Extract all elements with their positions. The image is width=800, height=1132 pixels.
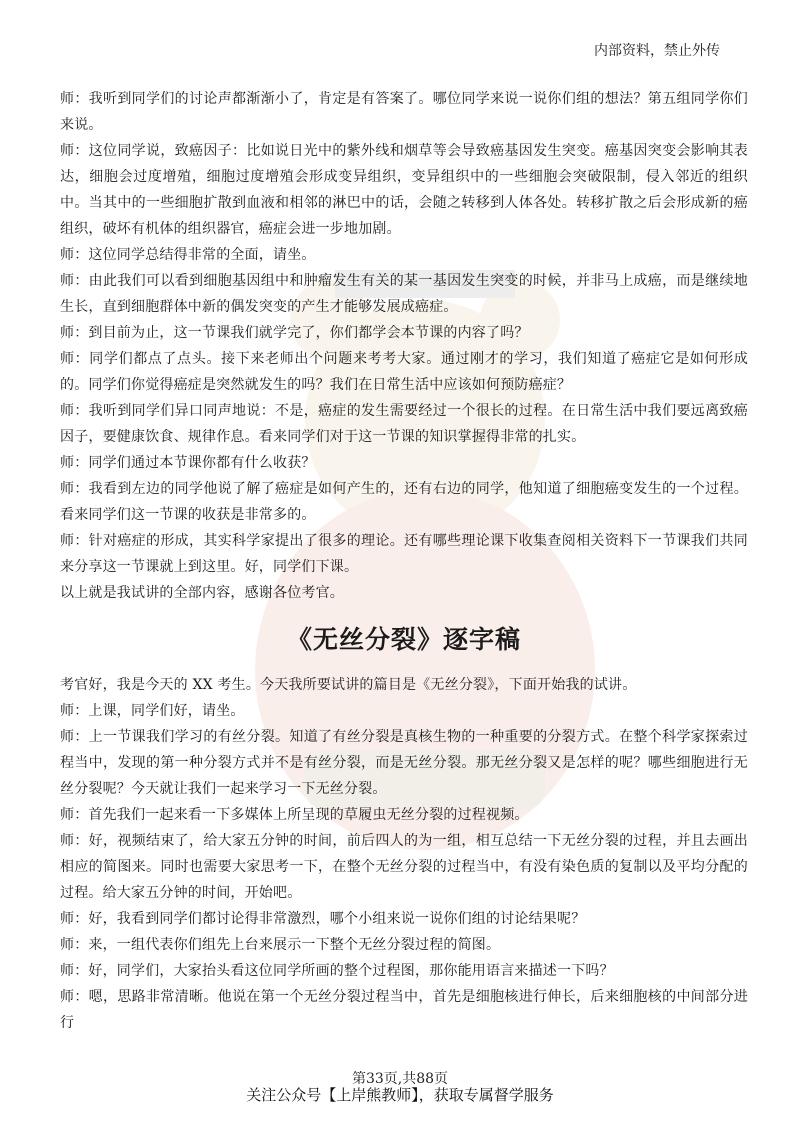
page-header: 内部资料，禁止外传 bbox=[594, 43, 720, 59]
paragraph: 师：首先我们一起来看一下多媒体上所呈现的草履虫无丝分裂的过程视频。 bbox=[60, 807, 529, 823]
paragraph: 师：这位同学说，致癌因子：比如说日光中的紫外线和烟草等会导致癌基因发生突变。癌基因突变会影响其表达，细胞会过度增殖，细胞过度增殖会形成变异组织，变异组织中的一些细胞会突破限制，侵入邻近的组织中。当其中的一些细胞扩散到血液和相邻的淋巴中的话，会随之转移到人体各处。转移扩散之后会形成新的癌组织，破坏有机体的组织器官，癌症会进一步地加剧。 bbox=[60, 143, 748, 237]
paragraph: 师：我听到同学们异口同声地说：不是，癌症的发生需要经过一个很长的过程。在日常生活中我们要远离致癌因子，要健康饮食、规律作息。看来同学们对于这一节课的知识掌握得非常的扎实。 bbox=[60, 403, 748, 445]
footer-promo: 关注公众号【上岸熊教师】，获取专属督学服务 bbox=[246, 1086, 554, 1104]
paragraph: 以上就是我试讲的全部内容，感谢各位考官。 bbox=[60, 585, 344, 601]
paragraph: 师：上一节课我们学习的有丝分裂。知道了有丝分裂是真核生物的一种重要的分裂方式。在整个科学家探索过程当中，发现的第一种分裂方式并不是有丝分裂，而是无丝分裂。那无丝分裂又是怎样的呢？哪些细胞进行无丝分裂呢？今天就让我们一起来学习一下无丝分裂。 bbox=[60, 729, 748, 797]
section-title: 《无丝分裂》逐字稿 bbox=[286, 625, 521, 654]
paragraph: 师：好，同学们，大家抬头看这位同学所画的整个过程图，那你能用语言来描述一下吗？ bbox=[60, 963, 614, 979]
paragraph: 师：这位同学总结得非常的全面，请坐。 bbox=[60, 247, 316, 263]
paragraph: 师：我听到同学们的讨论声都渐渐小了，肯定是有答案了。哪位同学来说一说你们组的想法？第五组同学你们来说。 bbox=[60, 91, 748, 133]
paragraph: 师：我看到左边的同学他说了解了癌症是如何产生的，还有右边的同学，他知道了细胞癌变发生的一个过程。看来同学们这一节课的收获是非常多的。 bbox=[60, 481, 748, 523]
paragraph: 师：针对癌症的形成，其实科学家提出了很多的理论。还有哪些理论课下收集查阅相关资料下一节课我们共同来分享这一节课就上到这里。好，同学们下课。 bbox=[60, 533, 748, 575]
paragraph: 师：到目前为止，这一节课我们就学完了，你们都学会本节课的内容了吗？ bbox=[60, 325, 529, 341]
paragraph: 师：好，视频结束了，给大家五分钟的时间，前后四人的为一组，相互总结一下无丝分裂的过程，并且去画出相应的简图来。同时也需要大家思考一下，在整个无丝分裂的过程当中，有没有染色质的复制以及平均分配的过程。给大家五分钟的时间，开始吧。 bbox=[60, 833, 748, 901]
paragraph: 师：同学们通过本节课你都有什么收获？ bbox=[60, 455, 316, 471]
paragraph: 师：来，一组代表你们组先上台来展示一下整个无丝分裂过程的简图。 bbox=[60, 937, 501, 953]
page-number: 第33页,共88页 bbox=[351, 1071, 449, 1087]
paragraph: 师：好，我看到同学们都讨论得非常激烈，哪个小组来说一说你们组的讨论结果呢？ bbox=[60, 911, 586, 927]
paragraph: 师：上课，同学们好，请坐。 bbox=[60, 703, 245, 719]
paragraph: 师：同学们都点了点头。接下来老师出个问题来考考大家。通过刚才的学习，我们知道了癌症它是如何形成的。同学们你觉得癌症是突然就发生的吗？我们在日常生活中应该如何预防癌症？ bbox=[60, 351, 748, 393]
paragraph: 师：由此我们可以看到细胞基因组中和肿瘤发生有关的某一基因发生突变的时候，并非马上成癌，而是继续地生长，直到细胞群体中新的偶发突变的产生才能够发展成癌症。 bbox=[60, 273, 748, 315]
document-body bbox=[60, 86, 748, 1036]
paragraph: 考官好，我是今天的 XX 考生。今天我所要试讲的篇目是《无丝分裂》，下面开始我的试讲。 bbox=[60, 677, 637, 693]
paragraph: 师：嗯，思路非常清晰。他说在第一个无丝分裂过程当中，首先是细胞核进行伸长，后来细胞核的中间部分进行 bbox=[60, 989, 748, 1031]
